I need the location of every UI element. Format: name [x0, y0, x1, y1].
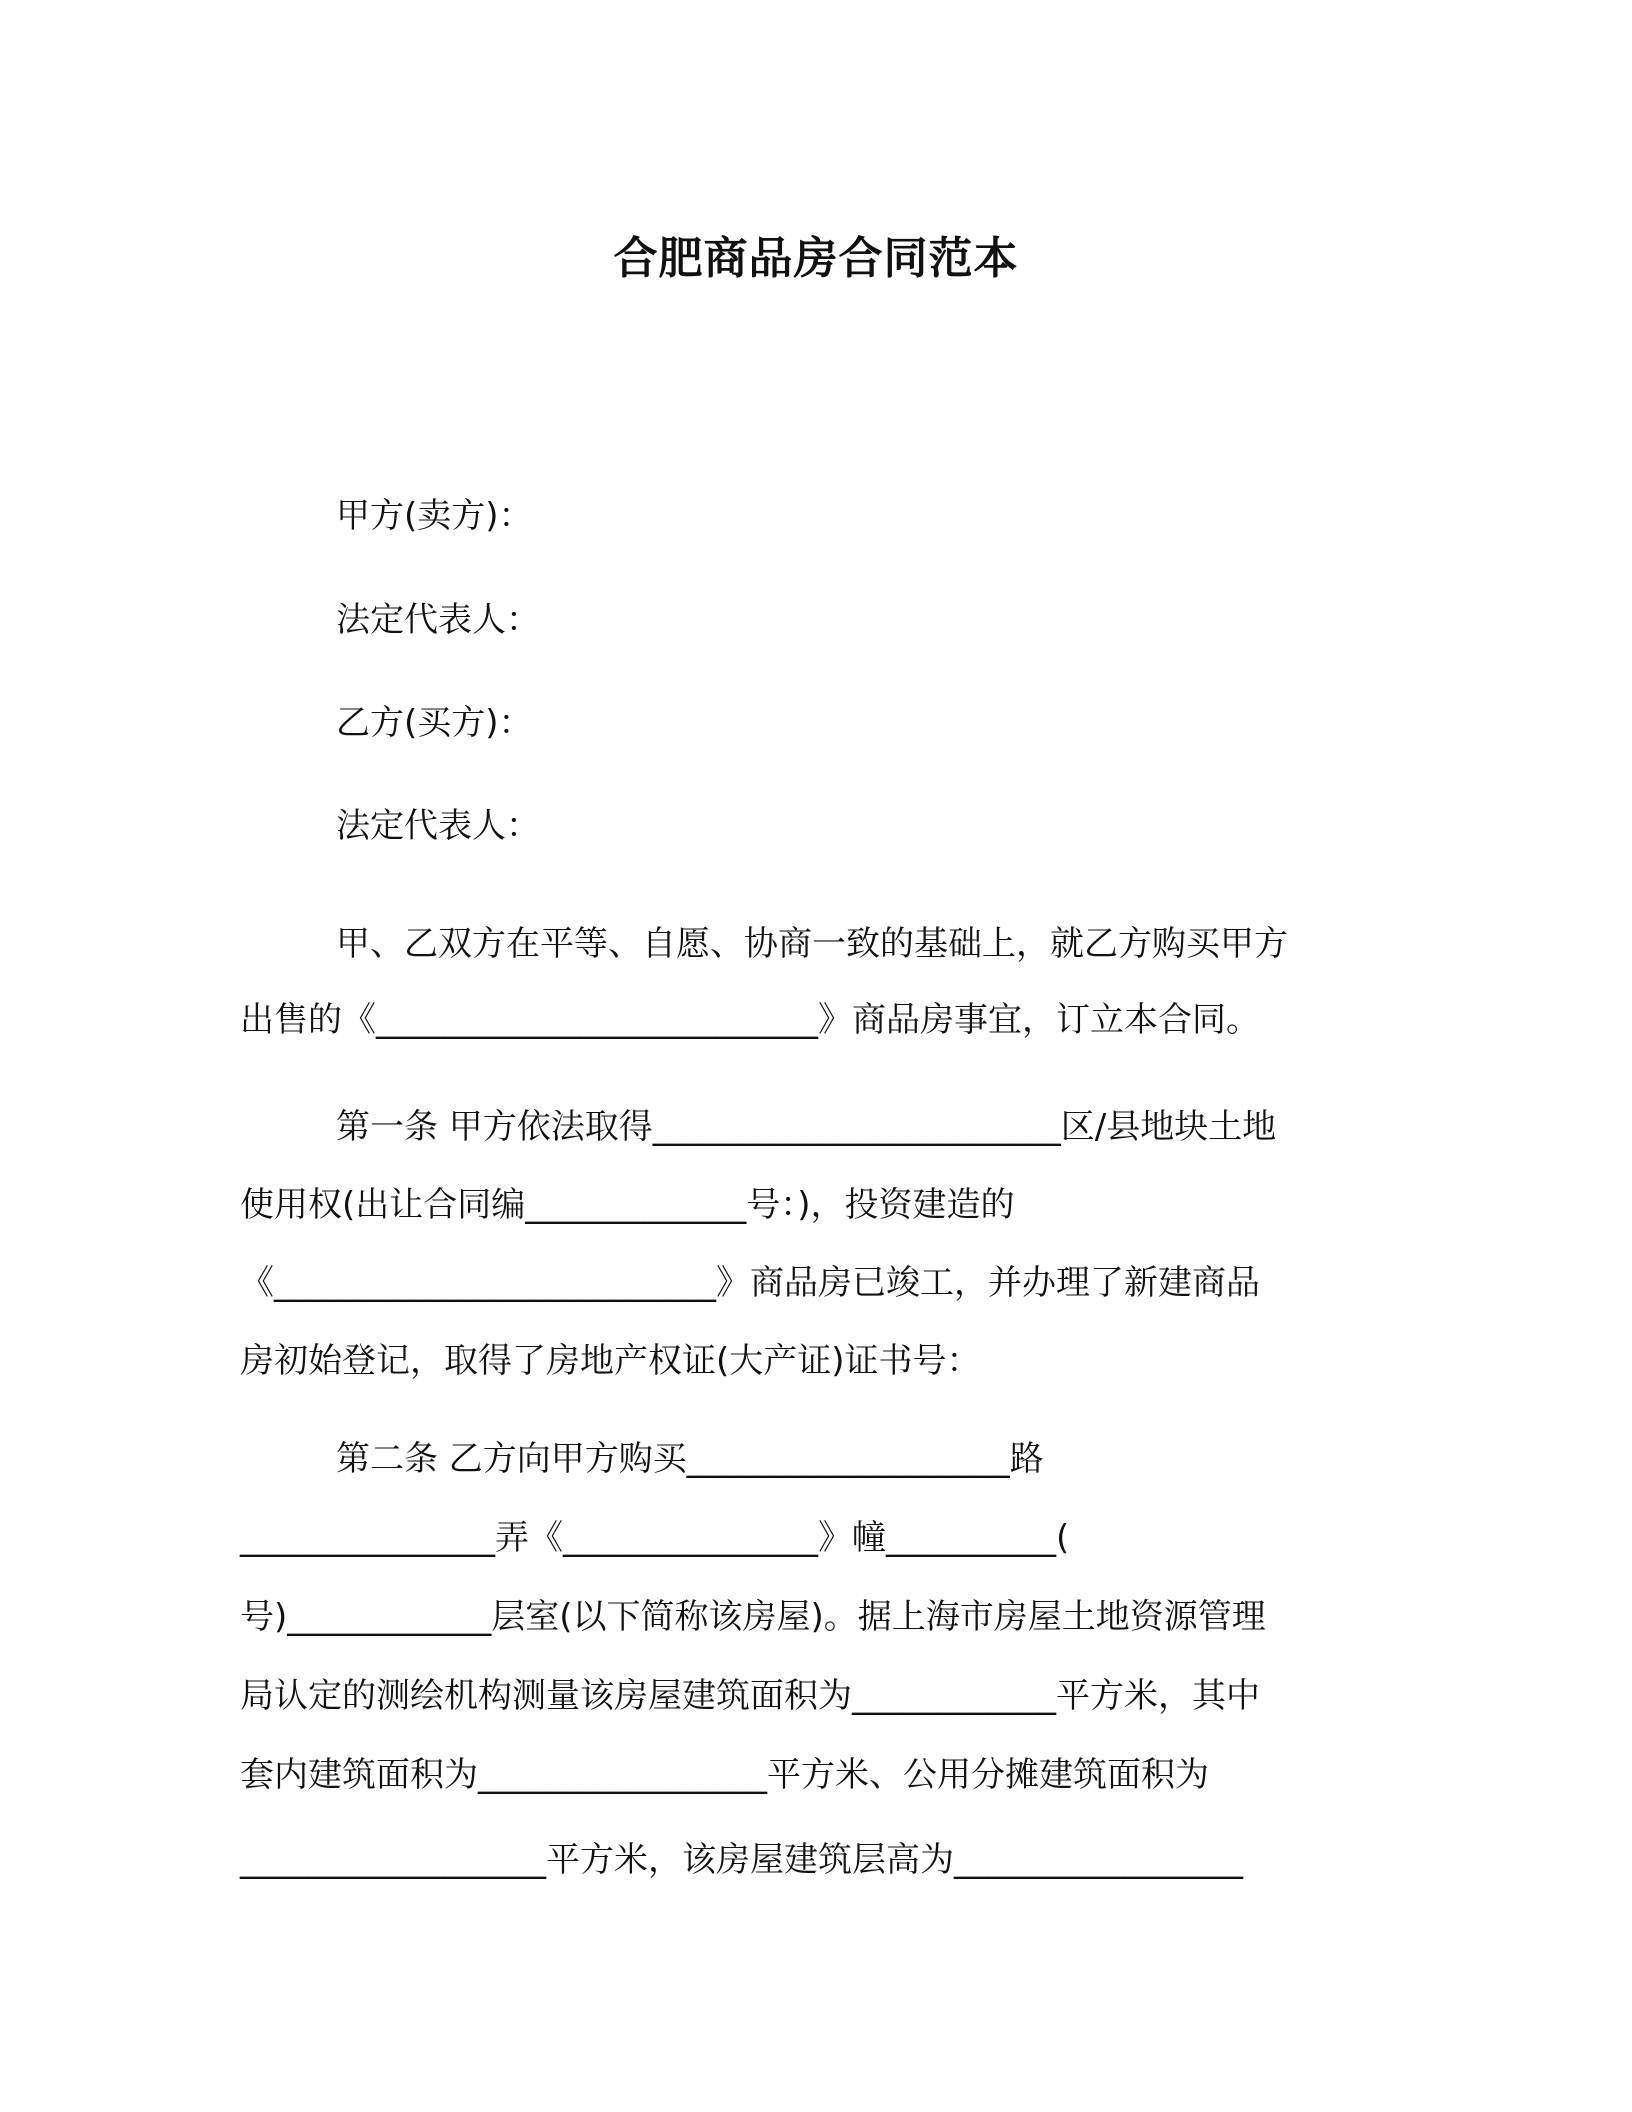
party-b-representative-label: 法定代表人： — [336, 806, 540, 846]
article-2-line: 局认定的测绘机构测量该房屋建筑面积为____________平方米，其中 — [240, 1676, 1260, 1716]
article-2-line: 套内建筑面积为_________________平方米、公用分摊建筑面积为 — [240, 1755, 1209, 1795]
party-a-representative-label: 法定代表人： — [336, 600, 540, 640]
article-1-line: 《__________________________》商品房已竣工，并办理了新建商品 — [240, 1263, 1260, 1303]
article-1-line: 房初始登记，取得了房地产权证(大产证)证书号： — [240, 1341, 981, 1381]
preamble-line: 甲、乙双方在平等、自愿、协商一致的基础上，就乙方购买甲方 — [336, 924, 1288, 964]
article-2-line: __________________平方米，该房屋建筑层高为_________________ — [240, 1840, 1243, 1880]
party-a-label: 甲方(卖方)： — [336, 496, 533, 536]
article-2-line: 第二条 乙方向甲方购买___________________路 — [336, 1439, 1044, 1479]
article-1-line: 使用权(出让合同编_____________号：)，投资建造的 — [240, 1185, 1015, 1225]
preamble-line: 出售的《__________________________》商品房事宜，订立本合同。 — [240, 1000, 1260, 1040]
article-2-line: _______________弄《_______________》幢__________( — [240, 1518, 1070, 1558]
article-1-paragraph — [240, 1088, 1390, 1400]
preamble-paragraph — [240, 906, 1390, 1058]
document-title: 合肥商品房合同范本 — [613, 233, 1019, 284]
article-2-paragraph — [240, 1420, 1390, 1900]
party-b-label: 乙方(买方)： — [336, 703, 533, 743]
article-1-line: 第一条 甲方依法取得________________________区/县地块土地 — [336, 1107, 1277, 1147]
article-2-line: 号)____________层室(以下简称该房屋)。据上海市房屋土地资源管理 — [240, 1597, 1266, 1637]
